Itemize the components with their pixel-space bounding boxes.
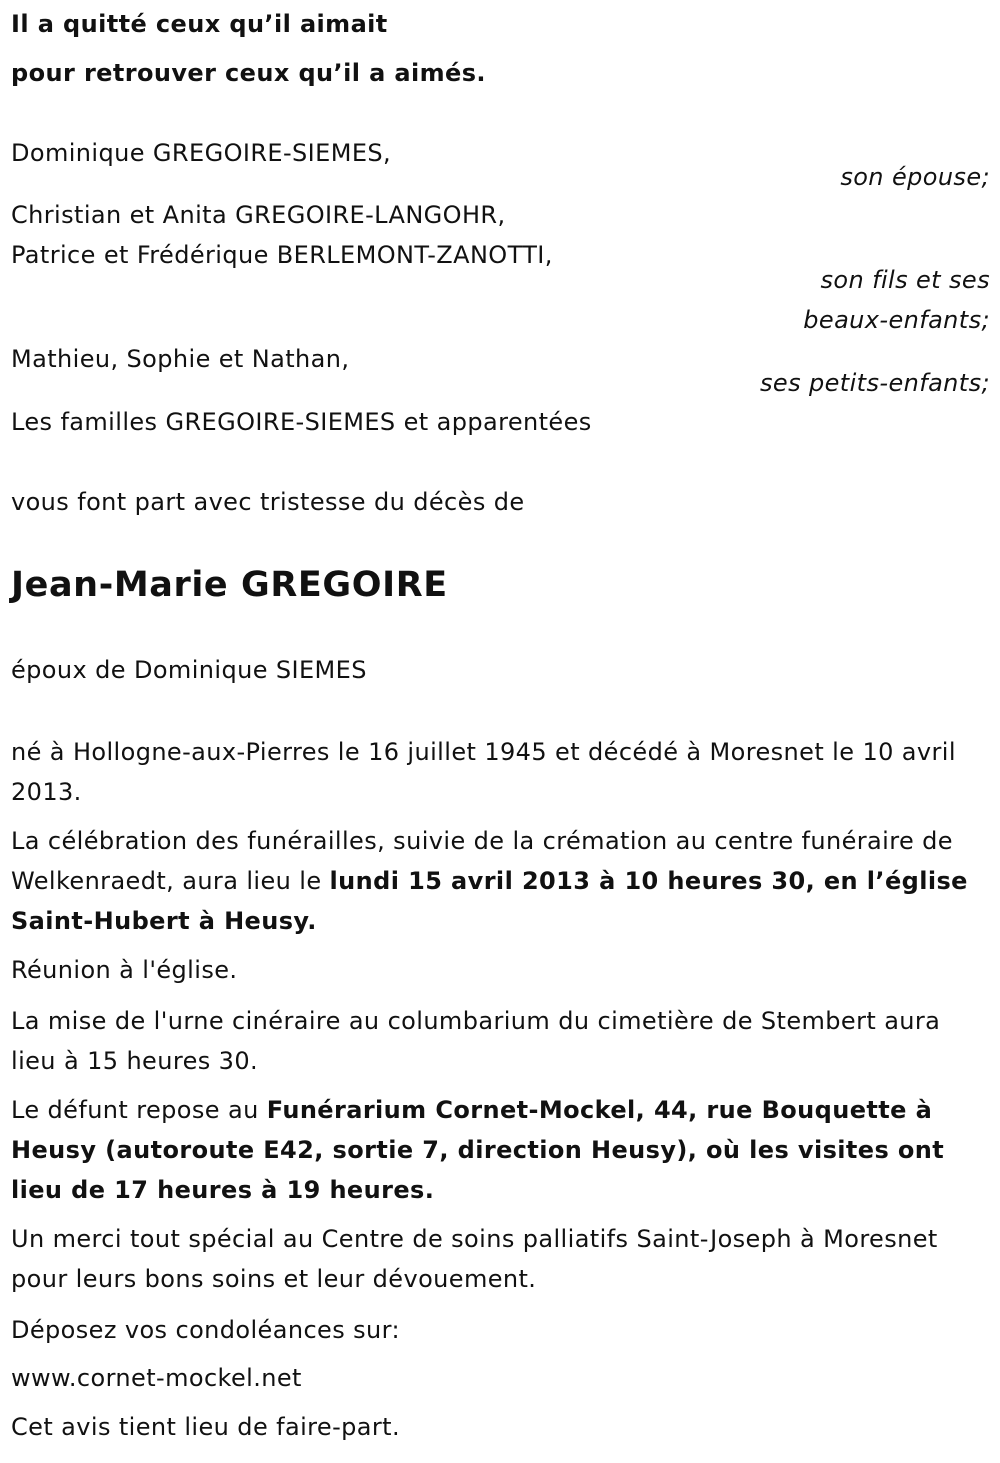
children-role-line-1: son fils et ses (820, 266, 990, 294)
funerarium-address: Funérarium Cornet-Mockel, 44, rue Bouquette à Heusy (autoroute E42, sortie 7, direction Heusy), où les visites ont lieu de 17 heures à 19 heures. (11, 1096, 945, 1204)
spouse-role: son épouse; (840, 163, 990, 191)
spouse-of-line: époux de Dominique SIEMES (11, 656, 367, 684)
rest-paragraph (11, 1090, 986, 1210)
reunion-line: Réunion à l'église. (11, 956, 238, 984)
urn-paragraph: La mise de l'urne cinéraire au columbarium du cimetière de Stembert aura lieu à 15 heures 30. (11, 1007, 941, 1075)
child-name-2: Patrice et Frédérique BERLEMONT-ZANOTTI, (11, 241, 553, 269)
spouse-name: Dominique GREGOIRE-SIEMES, (11, 139, 392, 167)
thanks-paragraph: Un merci tout spécial au Centre de soins palliatifs Saint-Joseph à Moresnet pour leurs bons soins et leur dévouement. (11, 1225, 938, 1293)
condolences-label: Déposez vos condoléances sur: (11, 1316, 400, 1344)
deceased-name: Jean-Marie GREGOIRE (11, 565, 448, 605)
children-role-line-2: beaux-enfants; (803, 306, 990, 334)
condolences-website: www.cornet-mockel.net (11, 1364, 302, 1392)
closing-line: Cet avis tient lieu de faire-part. (11, 1413, 400, 1441)
grandchildren-role: ses petits-enfants; (760, 369, 990, 397)
families-line: Les familles GREGOIRE-SIEMES et apparentées (11, 408, 592, 436)
grandchildren-names: Mathieu, Sophie et Nathan, (11, 345, 350, 373)
birth-death-paragraph: né à Hollogne-aux-Pierres le 16 juillet 1945 et décédé à Moresnet le 10 avril 2013. (11, 738, 956, 806)
child-name-1: Christian et Anita GREGOIRE-LANGOHR, (11, 201, 506, 229)
funeral-paragraph (11, 821, 986, 941)
rest-intro: Le défunt repose au (11, 1096, 267, 1124)
funeral-intro: La célébration des funérailles, suivie de la crémation au centre funéraire de Welkenraedt, aura lieu le (11, 827, 953, 895)
funeral-date-location: lundi 15 avril 2013 à 10 heures 30, en l’église Saint-Hubert à Heusy. (11, 867, 968, 935)
epitaph-line-2: pour retrouver ceux qu’il a aimés. (11, 59, 486, 87)
announcement-line: vous font part avec tristesse du décès de (11, 488, 525, 516)
epitaph-line-1: Il a quitté ceux qu’il aimait (11, 10, 388, 38)
